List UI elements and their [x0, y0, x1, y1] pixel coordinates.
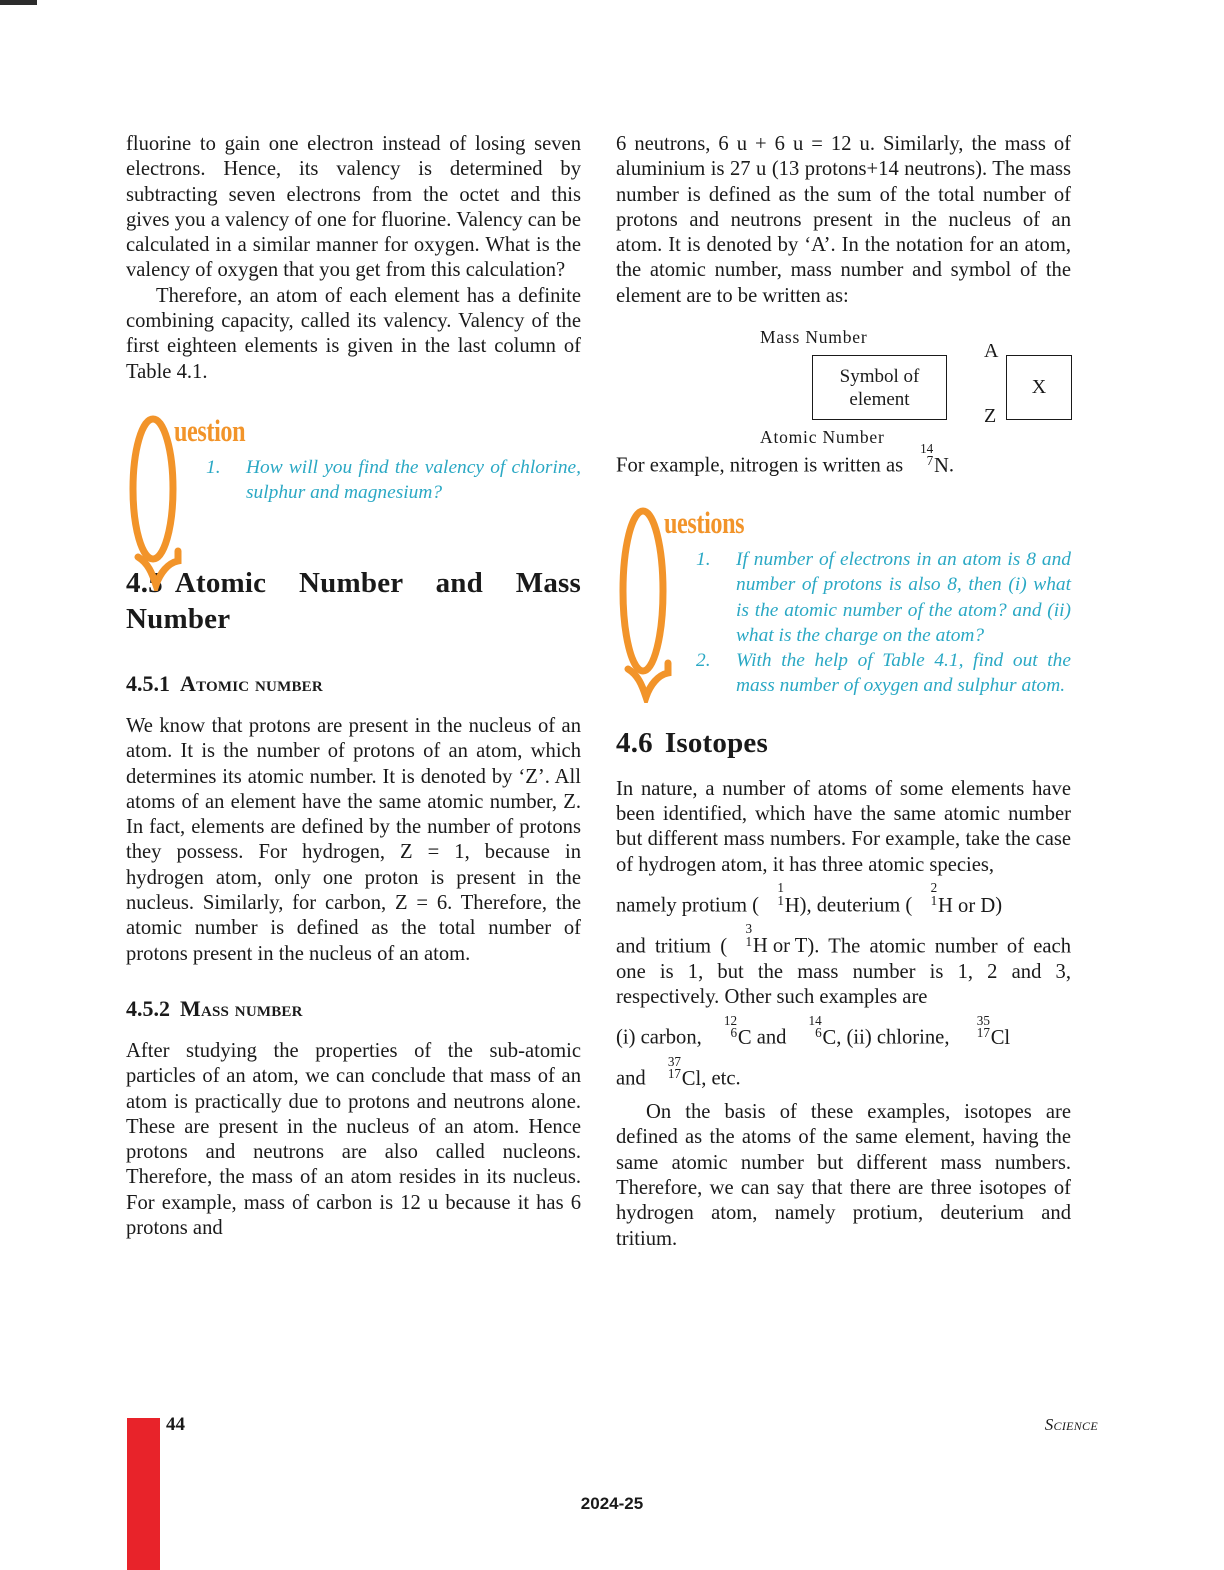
isotope-line-4-suffix: , etc.: [701, 1067, 741, 1090]
chlorine-35-notation: [965, 1012, 1011, 1051]
chlorine-37-symbol: Cl: [681, 1067, 702, 1090]
isotope-examples-line-1: [616, 1012, 1071, 1051]
diagram-symbol-line-2: element: [849, 388, 910, 410]
tritium-mass-number: 3: [745, 921, 753, 937]
nitrogen-example-line: [616, 440, 1071, 479]
protium-notation: [759, 880, 800, 919]
diagram-label-atomic-number: Atomic Number: [760, 427, 885, 448]
protium-mass-number: 1: [777, 880, 784, 896]
nitrogen-example-prefix: For example, nitrogen is written as: [616, 454, 904, 477]
question-box-left: [126, 411, 581, 531]
chlorine-35-mass-number: 35: [976, 1012, 990, 1028]
heading-4-6: [616, 725, 1071, 761]
carbon-12-symbol: C: [737, 1026, 752, 1049]
heading-4-5-1: [126, 671, 581, 697]
heading-4-5-2-title: Mass number: [180, 995, 303, 1021]
question-number: 1.: [696, 548, 711, 570]
chlorine-35-atomic-number: 17: [976, 1025, 990, 1041]
tritium-symbol: H or T: [752, 935, 808, 958]
subject-name: Science: [1044, 1415, 1098, 1434]
tritium-notation: [727, 921, 808, 960]
question-text: How will you find the valency of chlorine, sulphur and magnesium?: [246, 456, 581, 504]
diagram-element-symbol: X: [1031, 376, 1047, 399]
left-column: [126, 132, 581, 1241]
carbon-12-mass-number: 12: [723, 1012, 738, 1028]
left-paragraph-1: fluorine to gain one electron instead of losing seven electrons. Hence, its valency is determined by subtracting seven electrons from the octet and this gives you a valency of one for fluorine. Valency can be calculated in a similar manner for oxygen. What is the valency of oxygen that you get from this calculation?: [126, 133, 581, 282]
left-paragraph-mass-number: After studying the properties of the sub-atomic particles of an atom, we can conclude that mass of an atom is practically due to protons and neutrons alone. These are present in the nucleus of an atom. Hence protons and neutrons are also called nucleons. Therefore, the mass of an atom resides in its nucleus. For example, mass of carbon is 12 u because it has 6 protons and: [126, 1039, 581, 1240]
chlorine-35-symbol: Cl: [990, 1026, 1011, 1049]
list-item: [206, 455, 581, 506]
question-box-right: [616, 503, 1071, 699]
isotope-line-3-middle: , (ii) chlorine,: [836, 1026, 950, 1049]
heading-4-6-title: Isotopes: [664, 726, 768, 759]
deuterium-symbol: H or D: [938, 894, 996, 917]
question-list-left: [126, 411, 581, 506]
left-paragraph-atomic-number: We know that protons are present in the nucleus of an atom. It is the number of protons of an atom, which determines its atomic number. It is denoted by ‘Z’. All atoms of an element have the same atomic number, Z. In fact, elements are defined by the number of protons they possess. For hydrogen, Z = 1, because in hydrogen atom, only one proton is present in the nucleus. Similarly, for carbon, Z = 6. Therefore, the atomic number is defined as the total number of protons present in the nucleus of an atom.: [126, 714, 581, 965]
diagram-label-mass-number: Mass Number: [760, 327, 868, 348]
nitrogen-atomic-number: 7: [926, 452, 934, 468]
list-item: [696, 648, 1071, 699]
questions-heading: uestions: [664, 504, 745, 540]
isotope-line-3-prefix: (i) carbon,: [616, 1026, 702, 1049]
isotope-line-3-and: and: [756, 1026, 787, 1049]
question-text: With the help of Table 4.1, find out the mass number of oxygen and sulphur atom.: [736, 650, 1071, 697]
right-column: [616, 132, 1071, 1252]
chlorine-37-mass-number: 37: [667, 1053, 681, 1069]
carbon-14-notation: [797, 1012, 837, 1051]
nitrogen-symbol: N: [934, 454, 949, 477]
right-paragraph-isotopes-definition: On the basis of these examples, isotopes are defined as the atoms of the same element, having the same atomic number but different mass numbers. Therefore, we can say that there are three isotopes of hydrogen atom, namely protium, deuterium and tritium.: [616, 1101, 1071, 1250]
diagram-element-box: [1006, 355, 1072, 420]
page-number: 44: [166, 1414, 185, 1435]
heading-4-6-number: 4.6: [616, 726, 653, 759]
question-heading: uestion: [174, 412, 246, 448]
heading-4-5-2: [126, 996, 581, 1022]
isotope-line-1-suffix: ): [995, 894, 1003, 917]
edition-year: 2024-25: [580, 1494, 644, 1513]
carbon-14-atomic-number: 6: [815, 1025, 822, 1041]
isotope-line-2-suffix: ). The atomic number of each one is 1, but the mass number is 1, 2 and 3, respectively. Other such examples are: [616, 935, 1071, 1009]
isotope-examples-line-2: [616, 1053, 1071, 1092]
diagram-label-a: A: [984, 340, 999, 363]
isotope-line-1-middle: ), deuterium (: [799, 894, 913, 917]
deuterium-atomic-number: 1: [930, 892, 938, 908]
left-paragraph-2: Therefore, an atom of each element has a definite combining capacity, called its valency. Valency of the first eighteen elements is given in the last column of Table 4.1.: [126, 284, 581, 383]
carbon-14-symbol: C: [822, 1026, 837, 1049]
heading-4-5-number: 4.5: [126, 566, 163, 599]
heading-4-5-2-number: 4.5.2: [126, 995, 170, 1021]
atom-notation-diagram: [616, 327, 1071, 447]
nitrogen-mass-number: 14: [920, 440, 934, 456]
question-text: If number of electrons in an atom is 8 and number of protons is also 8, then (i) what is the atomic number of the atom? and (ii) what is the charge on the atom?: [736, 548, 1071, 646]
carbon-12-atomic-number: 6: [730, 1025, 738, 1041]
nitrogen-notation: [908, 440, 949, 479]
isotope-line-2-prefix: and tritium (: [616, 935, 728, 958]
deuterium-mass-number: 2: [930, 880, 938, 896]
isotope-line-4-prefix: and: [616, 1067, 646, 1090]
list-item: [696, 547, 1071, 648]
diagram-symbol-box: [812, 355, 947, 420]
isotope-hydrogen-line-2: [616, 921, 1071, 1010]
chlorine-37-atomic-number: 17: [667, 1066, 681, 1082]
diagram-label-z: Z: [984, 405, 997, 428]
protium-symbol: H: [784, 894, 800, 917]
nitrogen-example-suffix: .: [948, 454, 955, 477]
scan-artifact-mark: [0, 0, 37, 5]
chlorine-37-notation: [656, 1053, 702, 1092]
heading-4-5-1-title: Atomic number: [180, 670, 323, 696]
question-number: 1.: [206, 456, 221, 478]
heading-4-5: [126, 565, 581, 637]
diagram-symbol-line-1: Symbol of: [839, 365, 920, 387]
right-paragraph-1: 6 neutrons, 6 u + 6 u = 12 u. Similarly, the mass of aluminium is 27 u (13 protons+14 neutrons). The mass number is defined as the sum of the total number of protons and neutrons present in the nucleus of an atom. It is denoted by ‘A’. In the notation for an atom, the atomic number, mass number and symbol of the element are to be written as:: [616, 133, 1071, 307]
protium-atomic-number: 1: [777, 892, 784, 908]
right-paragraph-isotopes-intro: In nature, a number of atoms of some elements have been identified, which have the same atomic number but different mass numbers. For example, take the case of hydrogen atom, it has three atomic species,: [616, 777, 1071, 876]
tritium-atomic-number: 1: [745, 933, 753, 949]
isotope-line-1-prefix: namely protium (: [616, 894, 759, 917]
carbon-14-mass-number: 14: [808, 1012, 822, 1028]
carbon-12-notation: [712, 1012, 752, 1051]
deuterium-notation: [912, 880, 996, 919]
question-list-right: [616, 503, 1071, 699]
heading-4-5-title: Atomic Number and Mass Number: [126, 566, 581, 635]
question-number: 2.: [696, 650, 711, 672]
isotope-hydrogen-line-1: [616, 880, 1071, 919]
heading-4-5-1-number: 4.5.1: [126, 670, 170, 696]
